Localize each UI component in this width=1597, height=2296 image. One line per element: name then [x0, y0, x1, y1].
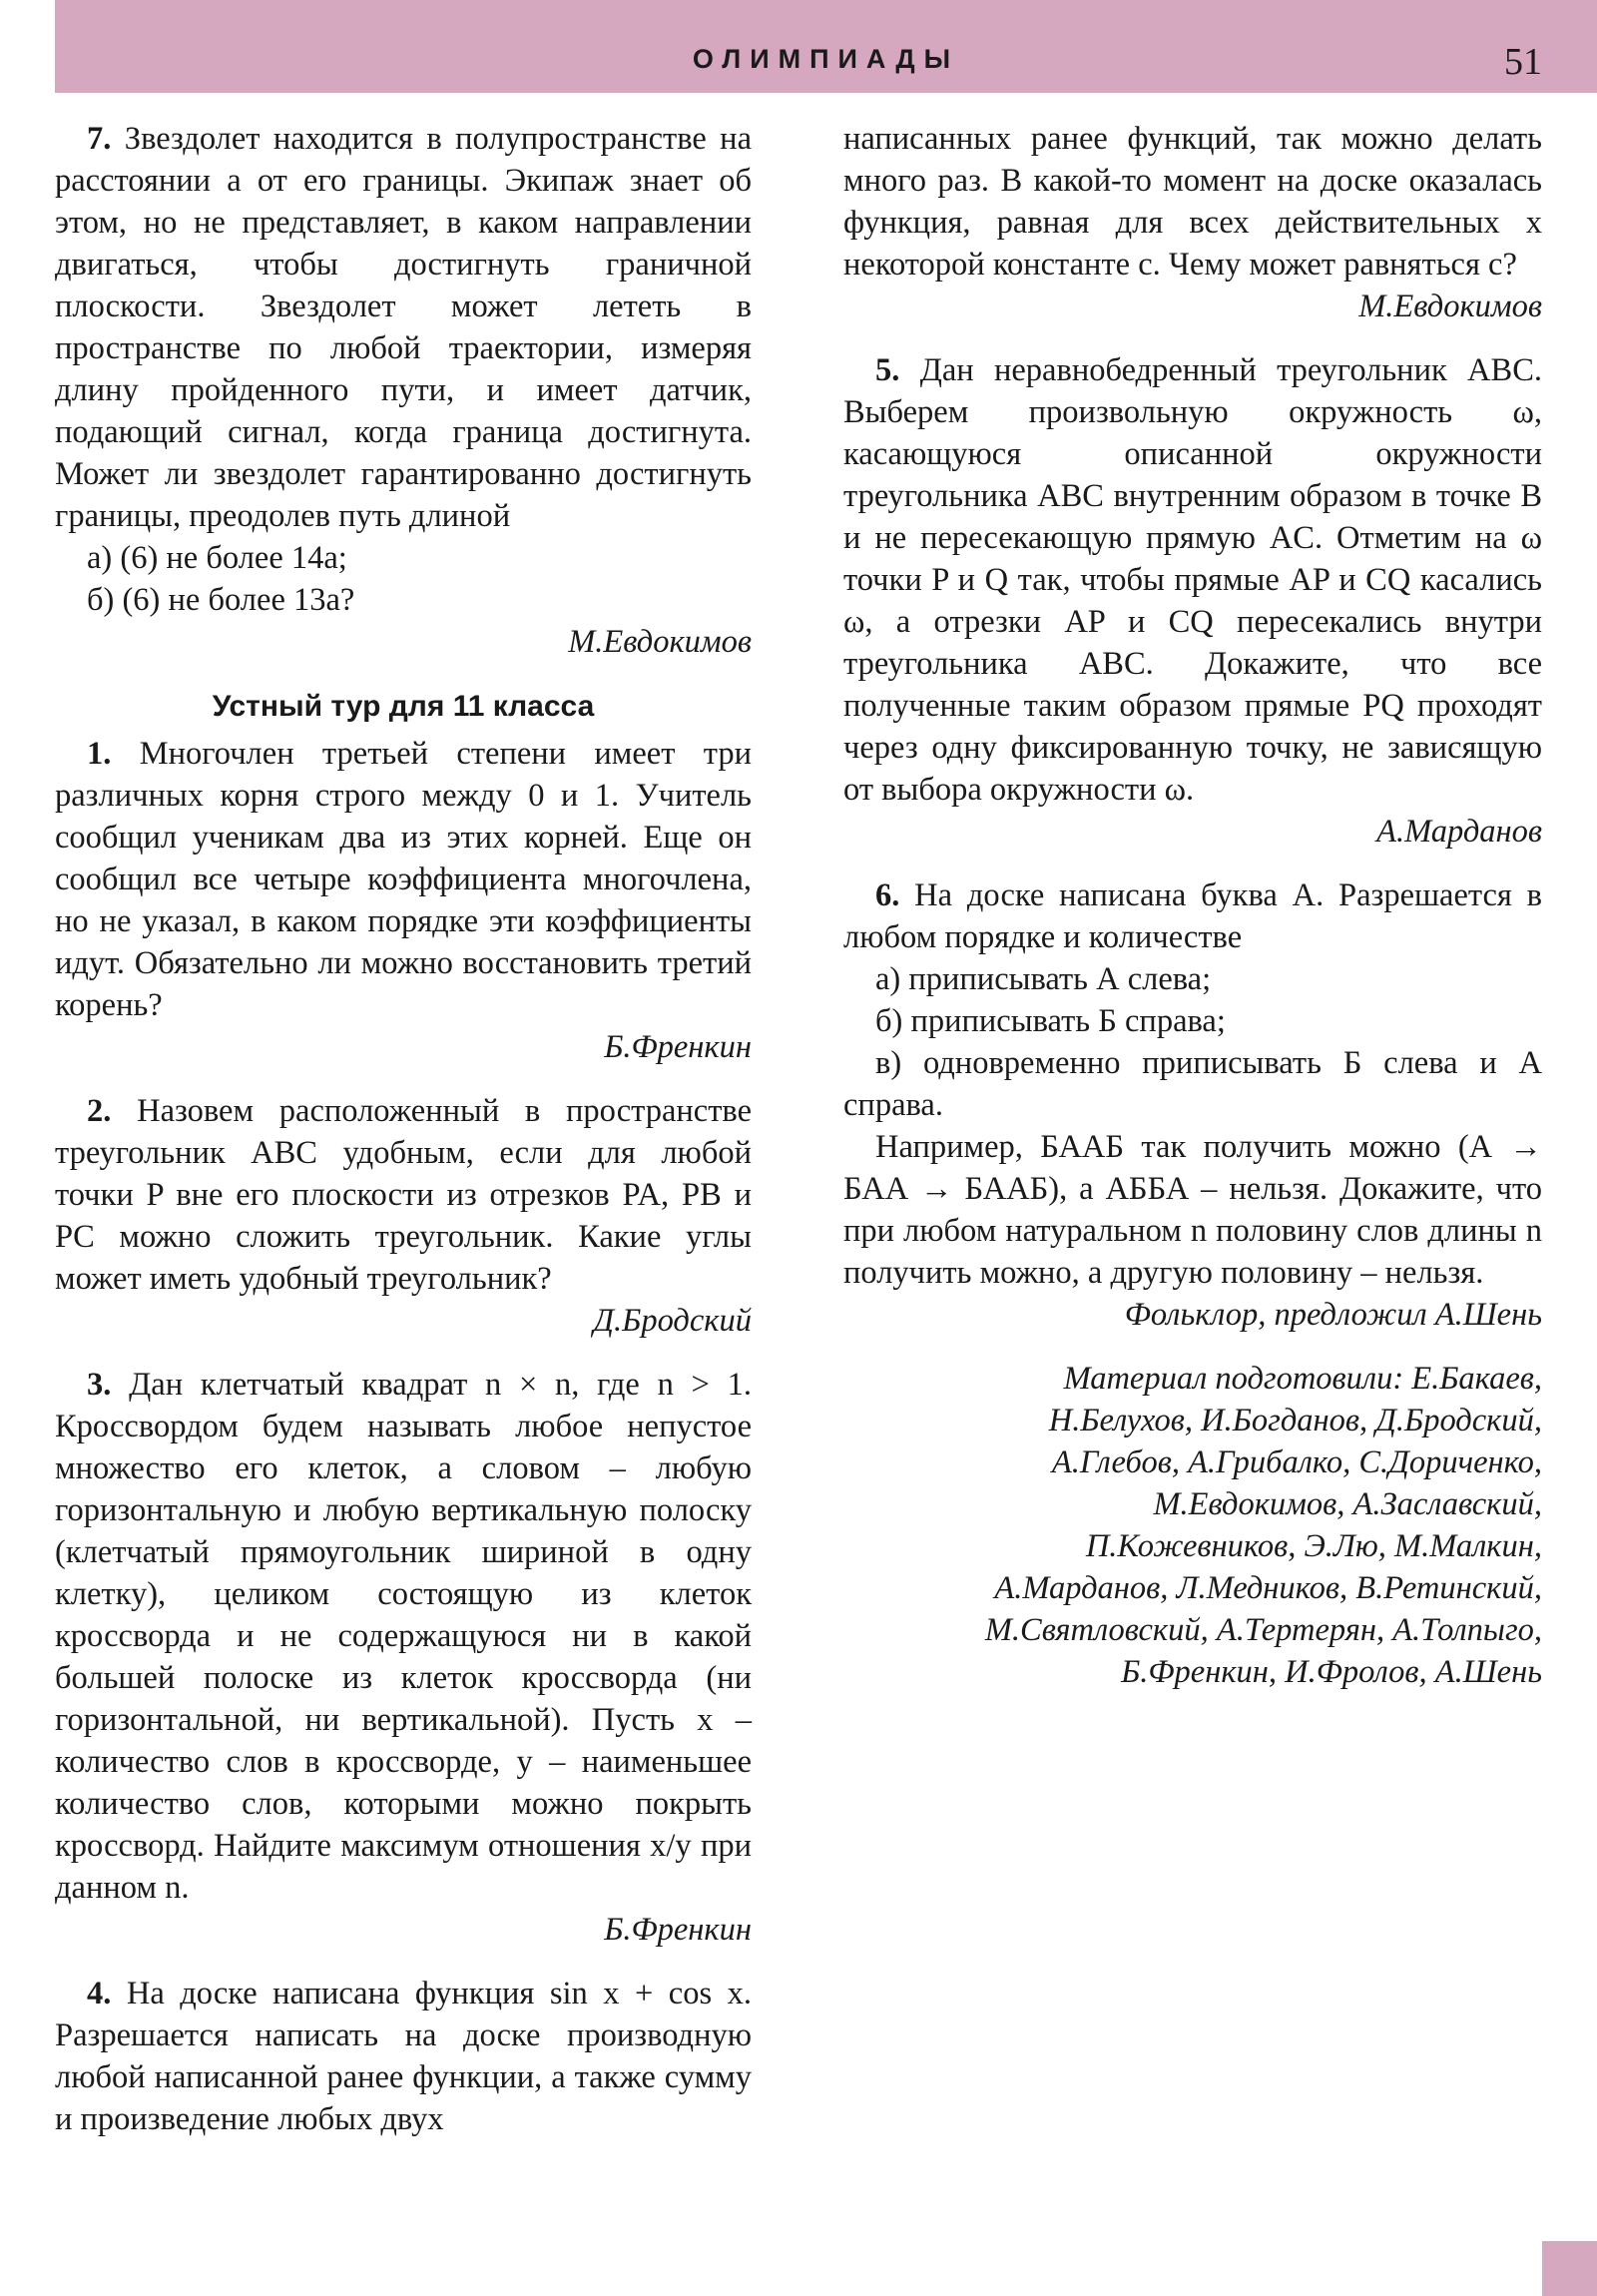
problem-6-option-a: а) приписывать А слева;: [875, 961, 1212, 997]
page-header: [55, 0, 1597, 93]
problem-6-option-c: в) одновременно приписывать Б слева и А справа.: [843, 1045, 1542, 1123]
corner-decoration: [1542, 2241, 1597, 2296]
problem-text: Дан неравнобедренный треугольник ABC. Выберем произвольную окружность ω, касающуюся описанной окружности треугольника ABC внутренним образом в точке B и не пересекающую прямую AC. Отметим на ω точки P и Q так, чтобы прямые AP и CQ касались ω, а отрезки AP и CQ пересекались внутри треугольника ABC. Докажите, что все полученные таким образом прямые PQ проходят через одну фиксированную точку, не зависящую от выбора окружности ω.: [843, 352, 1543, 808]
problem-text: Дан клетчатый квадрат n × n, где n > 1. Кроссвордом будем называть любое непустое множество его клеток, а словом – любую горизонтальную и любую вертикальную полоску (клетчатый прямоугольник шириной в одну клетку), целиком состоящую из клеток кроссворда и не содержащуюся ни в какой большей полоске из клеток кроссворда (ни горизонтальной, ни вертикальной). Пусть x – количество слов в кроссворде, y – наименьшее количество слов, которыми можно покрыть кроссворд. Найдите максимум отношения x/y при данном n.: [55, 1367, 752, 1906]
credits-line: Б.Френкин, И.Фролов, А.Шень: [1121, 1654, 1542, 1690]
credits-line: М.Святловский, А.Тертерян, А.Толпыго,: [984, 1612, 1542, 1648]
problem-number: 4.: [87, 1976, 112, 2011]
problem-text: Многочлен третьей степени имеет три различных корня строго между 0 и 1. Учитель сообщил ученикам два из этих корней. Еще он сообщил все четыре коэффициента многочлена, но не указал, в каком порядке эти коэффициенты идут. Обязательно ли можно восстановить третий корень?: [55, 736, 752, 1023]
problem-5: [843, 349, 1542, 811]
problem-4-continued: написанных ранее функций, так можно делать много раз. В какой-то момент на доске оказалась функция, равная для всех действительных x некоторой константе c. Чему может равняться c?: [843, 121, 1542, 283]
problem-text: Назовем расположенный в пространстве треугольник ABC удобным, если для любой точки P вне его плоскости из отрезков PA, PB и PC можно сложить треугольник. Какие углы может иметь удобный треугольник?: [55, 1093, 753, 1297]
problem-number: 6.: [875, 877, 900, 913]
problem-author: М.Евдокимов: [1358, 288, 1542, 324]
problem-2: [55, 1090, 752, 1300]
problem-6: [843, 874, 1542, 958]
problem-author: Фольклор, предложил А.Шень: [1124, 1297, 1542, 1333]
problem-1: [55, 733, 752, 1026]
problem-6-example: Например, БААБ так получить можно (А → БАА → БААБ), а АББА – нельзя. Докажите, что при любом натуральном n половину слов длины n получить можно, а другую половину – нельзя.: [843, 1129, 1542, 1291]
problem-6-option-b: б) приписывать Б справа;: [875, 1003, 1226, 1039]
problem-text: На доске написана функция sin x + cos x. Разрешается написать на доске производную любой написанной ранее функции, а также сумму и произведение любых двух: [55, 1976, 752, 2137]
credits-line: П.Кожевников, Э.Лю, М.Малкин,: [1085, 1528, 1542, 1564]
problem-text: На доске написана буква А. Разрешается в любом порядке и количестве: [843, 877, 1542, 955]
problem-number: 3.: [87, 1367, 112, 1403]
problem-3: [55, 1364, 752, 1909]
problem-author: Д.Бродский: [593, 1303, 752, 1339]
credits-line: А.Глебов, А.Грибалко, С.Дориченко,: [1051, 1444, 1542, 1480]
problem-7-option-a: а) (6) не более 14a;: [87, 540, 347, 576]
problem-number: 5.: [875, 352, 900, 388]
problem-number: 7.: [87, 121, 112, 157]
problem-7-option-b: б) (6) не более 13a?: [87, 582, 355, 618]
credits-line: Н.Белухов, И.Богданов, Д.Бродский,: [1048, 1403, 1542, 1438]
right-column: [843, 118, 1542, 1693]
problem-author: А.Марданов: [1376, 814, 1542, 850]
credits-line: М.Евдокимов, А.Заславский,: [1153, 1486, 1542, 1522]
problem-author: Б.Френкин: [604, 1912, 752, 1948]
problem-author: Б.Френкин: [604, 1029, 752, 1065]
problem-text: Звездолет находится в полупространстве на расстоянии a от его границы. Экипаж знает об этом, но не представляет, в каком направлении двигаться, чтобы достигнуть граничной плоскости. Звездолет может лететь в пространстве по любой траектории, измеряя длину пройденного пути, и имеет датчик, подающий сигнал, когда граница достигнута. Может ли звездолет гарантированно достигнуть границы, преодолев путь длиной: [55, 121, 752, 534]
page-number: 51: [1504, 41, 1542, 83]
credits-line: А.Марданов, Л.Медников, В.Ретинский,: [994, 1570, 1542, 1606]
left-column: [55, 118, 752, 2140]
problem-4: [55, 1973, 752, 2140]
problem-number: 1.: [87, 736, 112, 772]
credits: [843, 1358, 1542, 1693]
section-title: Устный тур для 11 класса: [212, 690, 595, 723]
header-title: ОЛИМПИАДЫ: [692, 44, 960, 74]
problem-7: [55, 118, 752, 537]
credits-line: Материал подготовили: Е.Бакаев,: [1063, 1361, 1542, 1397]
problem-author: М.Евдокимов: [568, 624, 752, 660]
problem-number: 2.: [87, 1093, 112, 1129]
